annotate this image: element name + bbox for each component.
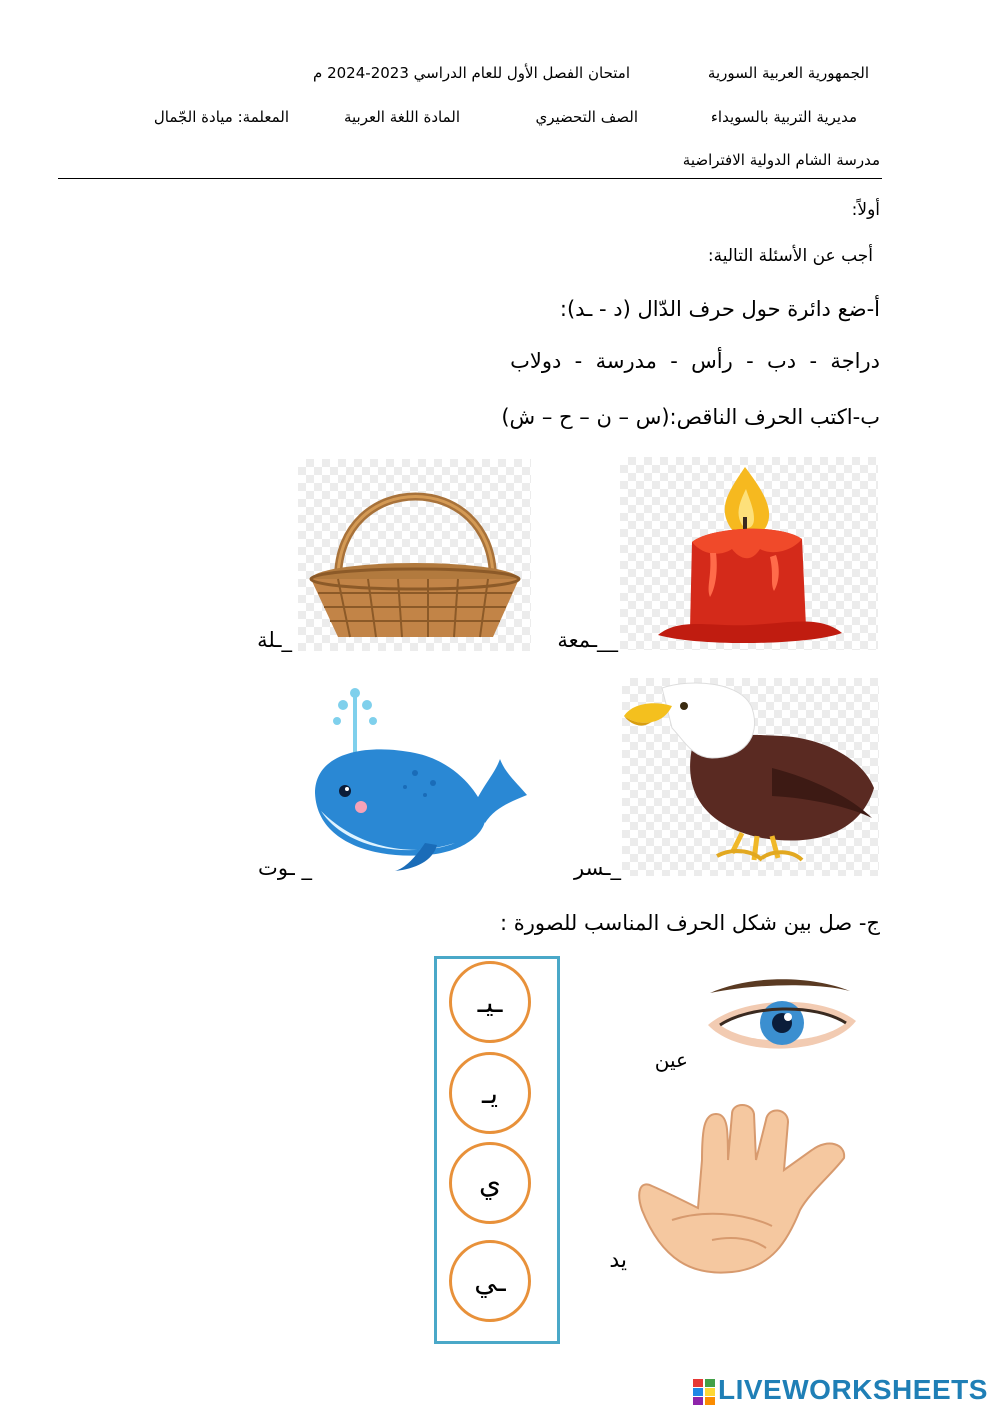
whale-word[interactable]: _ ـوت: [258, 856, 312, 880]
eagle-icon: [622, 678, 879, 876]
hand-icon: [632, 1100, 876, 1280]
question-b-title: ب-اكتب الحرف الناقص:(س – ن – ح – ش): [501, 405, 880, 429]
header-country: الجمهورية العربية السورية: [707, 64, 869, 82]
eye-word[interactable]: عين: [654, 1048, 688, 1072]
basket-word[interactable]: _ـلة: [257, 628, 292, 652]
hand-word[interactable]: يد: [609, 1248, 627, 1273]
question-a-title: أ-ضع دائرة حول حرف الدّال (د - ـد):: [559, 297, 880, 321]
eye-icon: [700, 975, 860, 1065]
eagle-word[interactable]: _ـسر: [574, 856, 621, 880]
letter-option-isolated[interactable]: ي: [449, 1142, 531, 1224]
letter-option-medial[interactable]: ـيـ: [449, 961, 531, 1043]
candle-word[interactable]: __ـمعة: [557, 628, 618, 652]
candle-icon: [620, 457, 878, 650]
liveworksheets-brand[interactable]: LIVEWORKSHEETS: [718, 1374, 988, 1405]
header-teacher: المعلمة: ميادة الجّمال: [153, 108, 289, 126]
section-first: أولاً:: [851, 200, 880, 220]
header-school: مدرسة الشام الدولية الافتراضية: [682, 151, 880, 169]
basket-icon: [298, 459, 531, 651]
whale-icon: [305, 683, 530, 875]
header-exam: امتحان الفصل الأول للعام الدراسي 2023-2024 م: [313, 64, 630, 82]
liveworksheets-logo-icon: [693, 1379, 715, 1405]
section-instruction: أجب عن الأسئلة التالية:: [707, 246, 873, 266]
letter-option-final[interactable]: ـي: [449, 1240, 531, 1322]
letter-option-initial[interactable]: يـ: [449, 1052, 531, 1134]
question-a-words[interactable]: دراجة - دب - رأس - مدرسة - دولاب: [510, 349, 880, 373]
header-subject: المادة اللغة العربية: [343, 108, 460, 126]
header-divider: [58, 178, 882, 179]
question-c-title: ج- صل بين شكل الحرف المناسب للصورة :: [500, 911, 880, 935]
header-directorate: مديرية التربية بالسويداء: [710, 108, 857, 126]
header-grade: الصف التحضيري: [535, 108, 638, 126]
